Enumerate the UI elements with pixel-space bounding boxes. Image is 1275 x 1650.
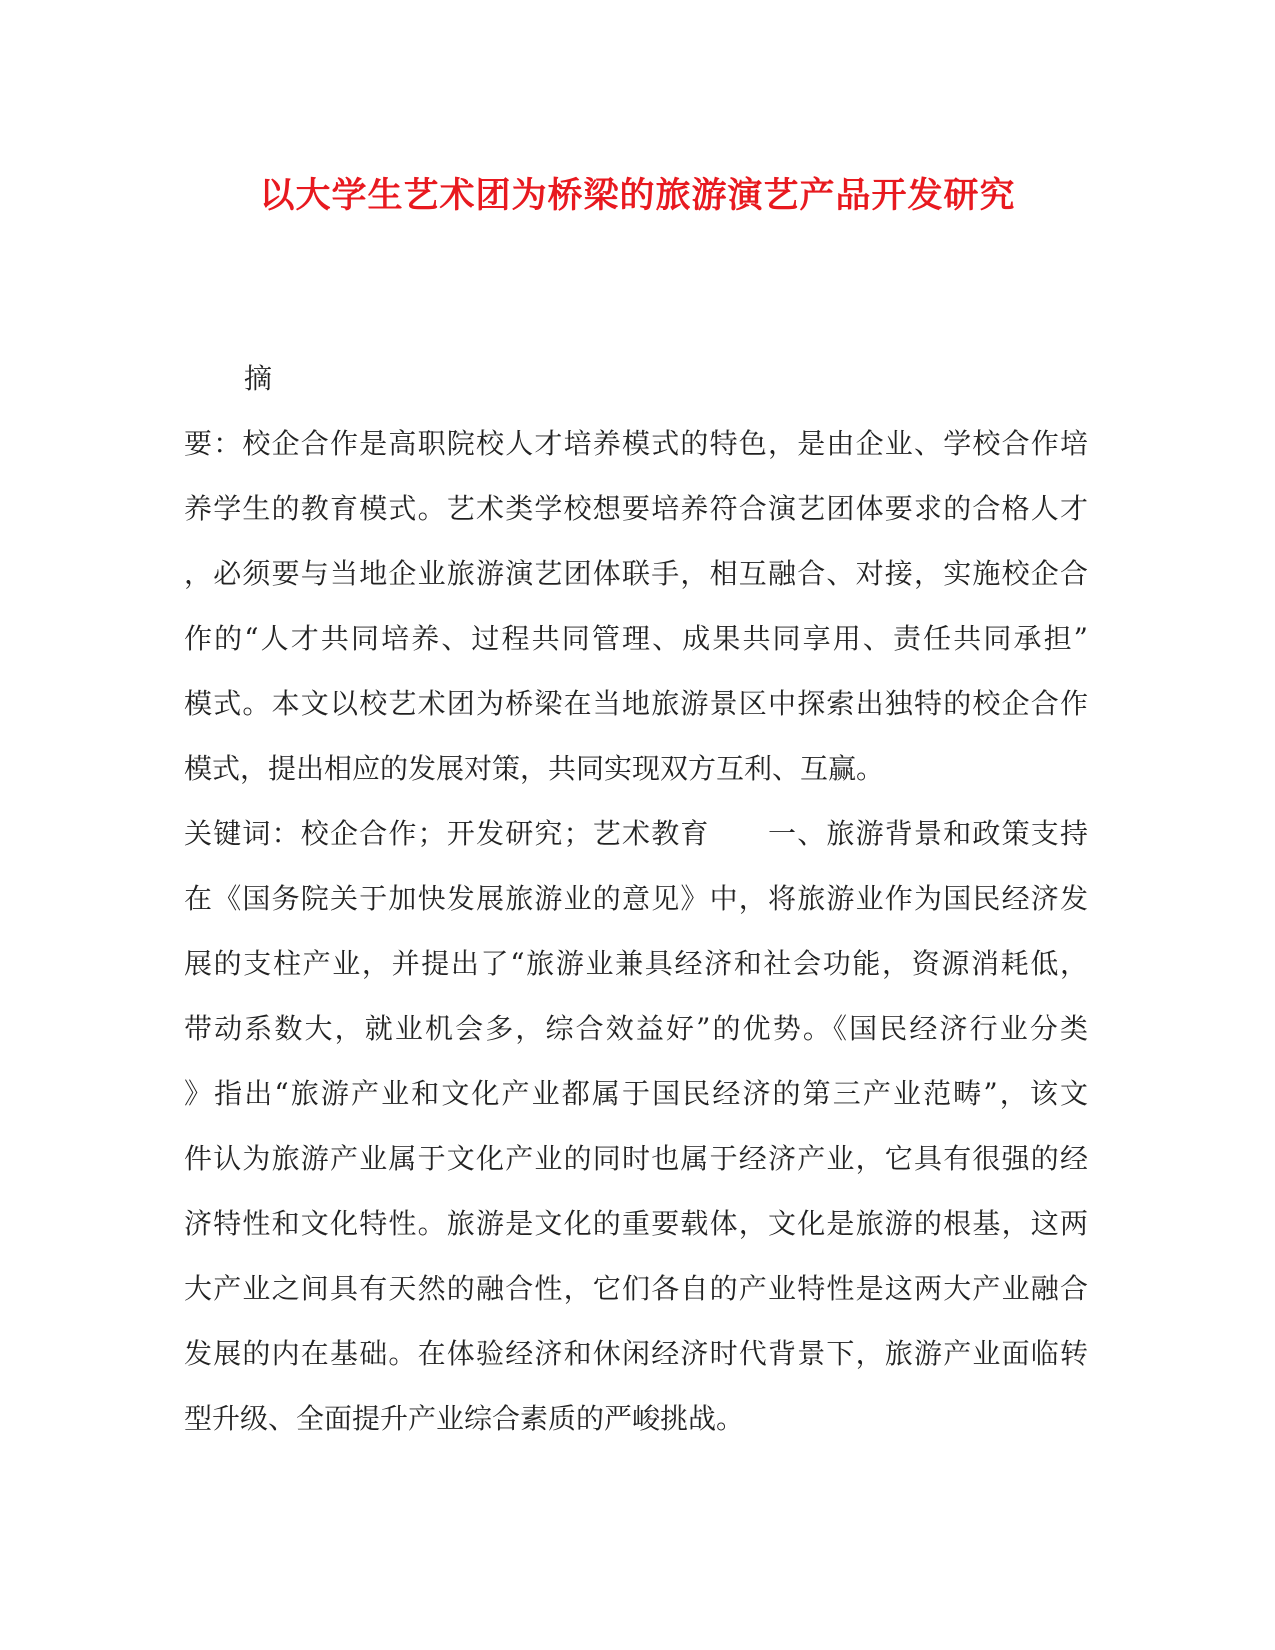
body-line: ，必须要与当地企业旅游演艺团体联手，相互融合、对接，实施校企合 [184,557,1088,590]
body-line: 件认为旅游产业属于文化产业的同时也属于经济产业，它具有很强的经 [184,1142,1088,1175]
body-line: 养学生的教育模式。艺术类学校想要培养符合演艺团体要求的合格人才 [184,492,1088,525]
body-line: 大产业之间具有天然的融合性，它们各自的产业特性是这两大产业融合 [184,1272,1088,1305]
document-title: 以大学生艺术团为桥梁的旅游演艺产品开发研究 [259,175,1016,216]
document-body [184,346,1088,1451]
body-line: 展的支柱产业，并提出了“旅游业兼具经济和社会功能，资源消耗低， [184,947,1088,980]
body-line: 关键词：校企合作；开发研究；艺术教育 一、旅游背景和政策支持 [184,817,1088,850]
body-line: 带动系数大，就业机会多，综合效益好”的优势。《国民经济行业分类 [184,1012,1088,1045]
body-line: 济特性和文化特性。旅游是文化的重要载体，文化是旅游的根基，这两 [184,1207,1088,1240]
body-line: 摘 [244,362,273,395]
body-line: 作的“人才共同培养、过程共同管理、成果共同享用、责任共同承担” [184,622,1088,655]
body-line: 在《国务院关于加快发展旅游业的意见》中，将旅游业作为国民经济发 [184,882,1088,915]
body-line: 发展的内在基础。在体验经济和休闲经济时代背景下，旅游产业面临转 [184,1337,1088,1370]
body-line: 模式。本文以校艺术团为桥梁在当地旅游景区中探索出独特的校企合作 [184,687,1088,720]
body-line: 要：校企合作是高职院校人才培养模式的特色，是由企业、学校合作培 [184,427,1088,460]
body-line: 型升级、全面提升产业综合素质的严峻挑战。 [184,1402,745,1435]
body-line: 》指出“旅游产业和文化产业都属于国民经济的第三产业范畴”，该文 [184,1077,1088,1110]
body-line: 模式，提出相应的发展对策，共同实现双方互利、互赢。 [184,752,885,785]
